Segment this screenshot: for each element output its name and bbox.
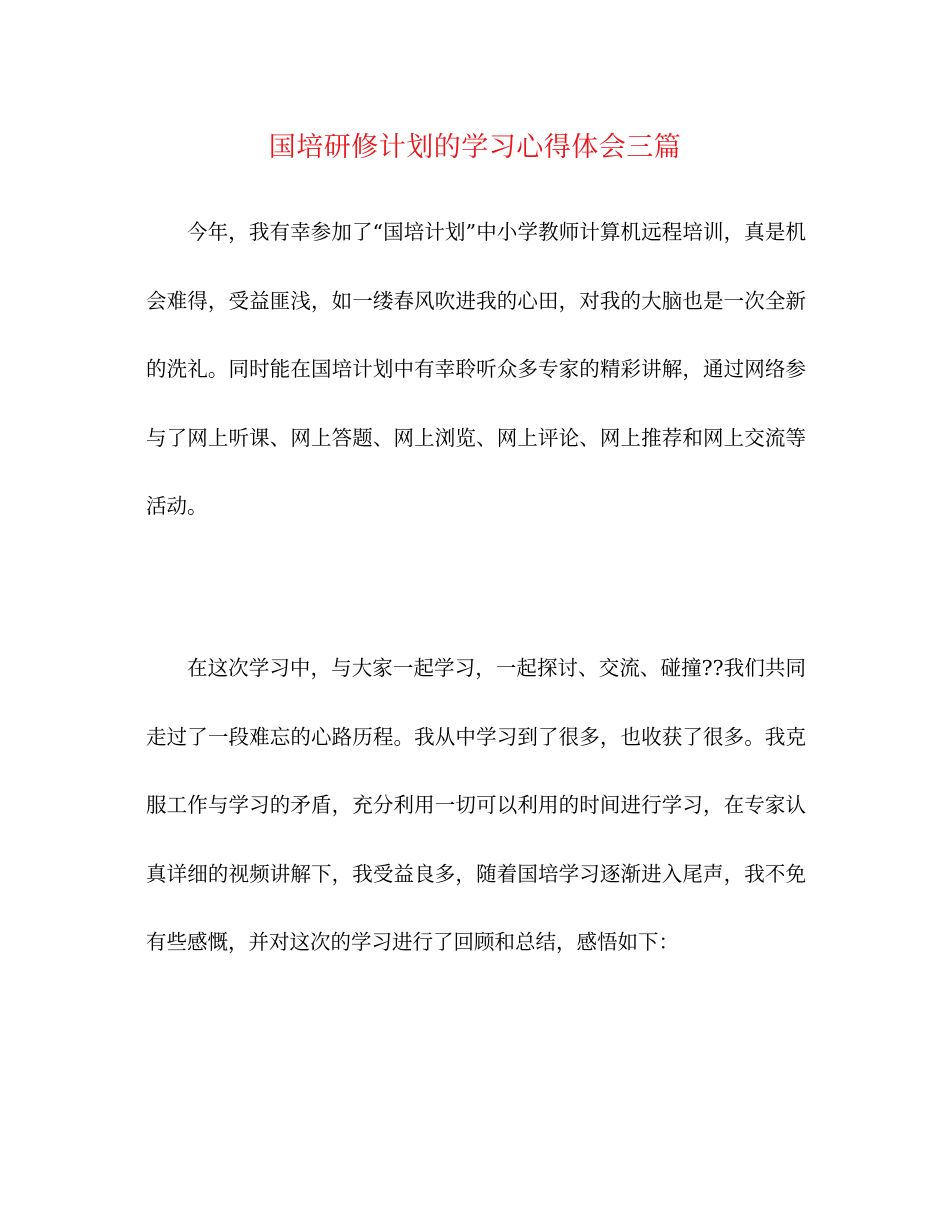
document-title: 国培研修计划的学习心得体会三篇 [268,132,682,163]
paragraph-1: 今年，我有幸参加了“国培计划”中小学教师计算机远程培训，真是机会难得，受益匪浅，如一缕春风吹进我的心田，对我的大脑也是一次全新的洗礼。同时能在国培计划中有幸聆听众多专家的精彩讲解，通过网络参与了网上听课、网上答题、网上浏览、网上评论、网上推荐和网上交流等活动。 [146,220,806,518]
paragraph-2: 在这次学习中，与大家一起学习，一起探讨、交流、碰撞??我们共同走过了一段难忘的心路历程。我从中学习到了很多，也收获了很多。我克服工作与学习的矛盾，充分利用一切可以利用的时间进行学习，在专家认真详细的视频讲解下，我受益良多，随着国培学习逐渐进入尾声，我不免有些感慨，并对这次的学习进行了回顾和总结，感悟如下： [146,656,806,954]
